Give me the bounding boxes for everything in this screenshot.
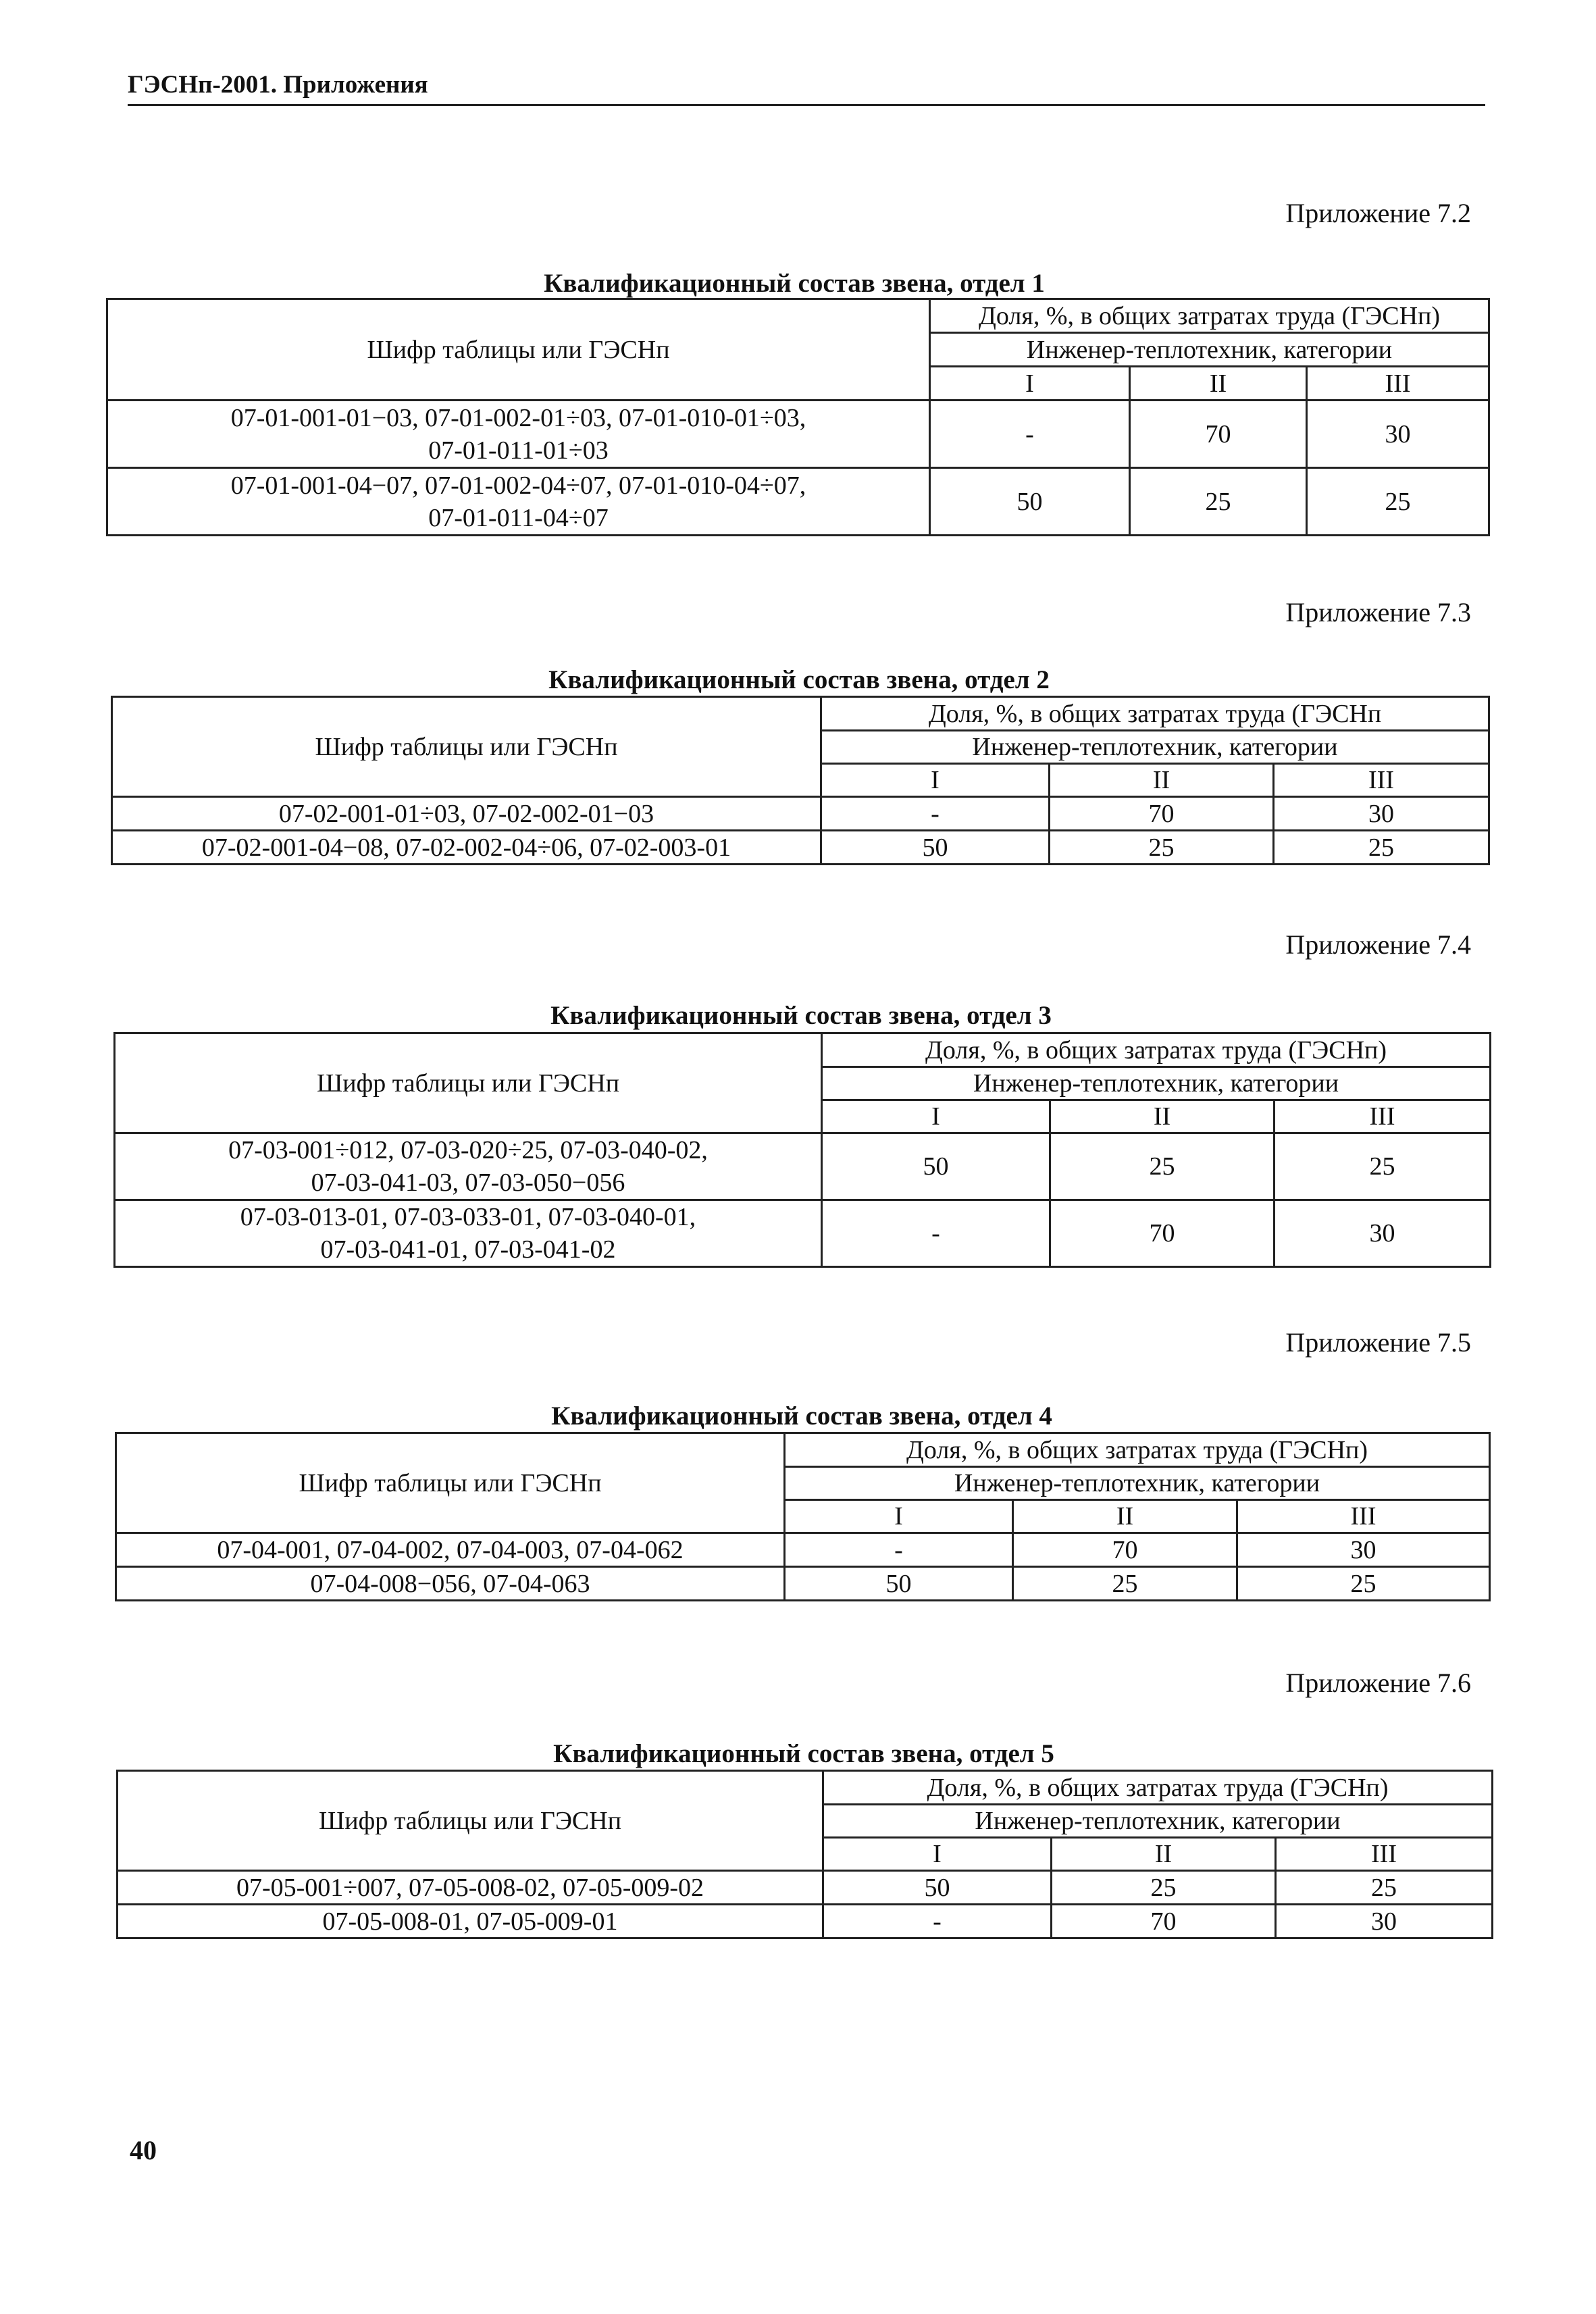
share-cat-iii: 30 xyxy=(1237,1533,1490,1567)
table-row xyxy=(115,1200,1491,1267)
code-cell: 07-05-008-01, 07-05-009-01 xyxy=(118,1905,823,1938)
share-cat-iii: 25 xyxy=(1307,468,1489,536)
table-row xyxy=(107,468,1489,536)
category-i-header: I xyxy=(823,1838,1052,1871)
table-title-section-1: Квалификационный состав звена, отдел 1 xyxy=(544,269,1045,298)
share-cat-iii: 25 xyxy=(1275,1133,1491,1200)
code-line-2: 07-01-011-04÷07 xyxy=(428,503,609,532)
table-row xyxy=(112,831,1489,865)
share-cat-iii: 25 xyxy=(1274,831,1489,865)
code-cell: 07-05-001÷007, 07-05-008-02, 07-05-009-02 xyxy=(118,1871,823,1905)
share-cat-i: - xyxy=(823,1905,1052,1938)
category-header: Инженер-теплотехник, категории xyxy=(821,731,1489,764)
share-header: Доля, %, в общих затратах труда (ГЭСНп) xyxy=(930,299,1489,333)
table-row xyxy=(118,1905,1493,1938)
code-cell xyxy=(107,468,930,536)
category-i-header: I xyxy=(821,764,1050,797)
share-cat-ii: 70 xyxy=(1052,1905,1276,1938)
share-cat-ii: 25 xyxy=(1050,1133,1275,1200)
share-cat-iii: 25 xyxy=(1237,1567,1490,1601)
share-cat-i: - xyxy=(821,797,1050,831)
code-line-1: 07-03-001÷012, 07-03-020÷25, 07-03-040-02, xyxy=(228,1136,708,1164)
code-header: Шифр таблицы или ГЭСНп xyxy=(112,697,821,797)
code-header: Шифр таблицы или ГЭСНп xyxy=(107,299,930,401)
code-cell: 07-02-001-04−08, 07-02-002-04÷06, 07-02-003-01 xyxy=(112,831,821,865)
category-iii-header: III xyxy=(1276,1838,1493,1871)
qualification-table-section-3 xyxy=(113,1032,1491,1268)
code-cell xyxy=(115,1133,822,1200)
table-title-section-4: Квалификационный состав звена, отдел 4 xyxy=(551,1402,1052,1431)
share-cat-ii: 70 xyxy=(1050,1200,1275,1267)
category-iii-header: III xyxy=(1274,764,1489,797)
category-header: Инженер-теплотехник, категории xyxy=(785,1467,1490,1500)
share-header: Доля, %, в общих затратах труда (ГЭСНп) xyxy=(785,1433,1490,1467)
category-iii-header: III xyxy=(1237,1500,1490,1533)
category-header: Инженер-теплотехник, категории xyxy=(823,1805,1493,1838)
table-title-section-2: Квалификационный состав звена, отдел 2 xyxy=(548,665,1050,694)
share-cat-ii: 25 xyxy=(1013,1567,1237,1601)
qualification-table-section-5 xyxy=(116,1770,1493,1939)
code-header: Шифр таблицы или ГЭСНп xyxy=(115,1033,822,1133)
share-header: Доля, %, в общих затратах труда (ГЭСНп xyxy=(821,697,1489,731)
category-i-header: I xyxy=(822,1100,1050,1133)
code-cell xyxy=(115,1200,822,1267)
code-line-2: 07-03-041-03, 07-03-050−056 xyxy=(311,1168,625,1197)
share-cat-ii: 70 xyxy=(1050,797,1274,831)
category-ii-header: II xyxy=(1050,764,1274,797)
page-number: 40 xyxy=(130,2135,157,2165)
share-header: Доля, %, в общих затратах труда (ГЭСНп) xyxy=(822,1033,1491,1067)
code-line-2: 07-01-011-01÷03 xyxy=(428,436,609,465)
appendix-label-7-5: Приложение 7.5 xyxy=(1285,1327,1471,1358)
table-title-section-5: Квалификационный состав звена, отдел 5 xyxy=(553,1739,1054,1768)
share-cat-iii: 30 xyxy=(1275,1200,1491,1267)
share-cat-iii: 30 xyxy=(1307,401,1489,468)
share-cat-i: - xyxy=(822,1200,1050,1267)
category-i-header: I xyxy=(785,1500,1013,1533)
share-cat-ii: 25 xyxy=(1052,1871,1276,1905)
category-iii-header: III xyxy=(1275,1100,1491,1133)
share-cat-ii: 70 xyxy=(1130,401,1307,468)
category-ii-header: II xyxy=(1052,1838,1276,1871)
code-line-1: 07-01-001-01−03, 07-01-002-01÷03, 07-01-010-01÷03, xyxy=(230,403,806,432)
code-line-1: 07-01-001-04−07, 07-01-002-04÷07, 07-01-010-04÷07, xyxy=(230,471,806,500)
code-line-1: 07-03-013-01, 07-03-033-01, 07-03-040-01, xyxy=(240,1203,696,1231)
share-header: Доля, %, в общих затратах труда (ГЭСНп) xyxy=(823,1771,1493,1805)
category-header: Инженер-теплотехник, категории xyxy=(822,1067,1491,1100)
table-row xyxy=(118,1871,1493,1905)
code-cell: 07-04-001, 07-04-002, 07-04-003, 07-04-062 xyxy=(116,1533,785,1567)
appendix-label-7-4: Приложение 7.4 xyxy=(1285,929,1471,960)
code-header: Шифр таблицы или ГЭСНп xyxy=(116,1433,785,1533)
share-cat-i: 50 xyxy=(785,1567,1013,1601)
category-ii-header: II xyxy=(1130,367,1307,401)
qualification-table-section-4 xyxy=(115,1432,1491,1601)
share-cat-iii: 25 xyxy=(1276,1871,1493,1905)
code-line-2: 07-03-041-01, 07-03-041-02 xyxy=(320,1235,616,1264)
share-cat-i: 50 xyxy=(930,468,1130,536)
table-row xyxy=(112,797,1489,831)
share-cat-ii: 25 xyxy=(1130,468,1307,536)
appendix-label-7-3: Приложение 7.3 xyxy=(1285,597,1471,627)
share-cat-i: 50 xyxy=(821,831,1050,865)
category-header: Инженер-теплотехник, категории xyxy=(930,333,1489,367)
table-row xyxy=(116,1567,1490,1601)
table-row xyxy=(107,401,1489,468)
share-cat-ii: 70 xyxy=(1013,1533,1237,1567)
code-cell: 07-02-001-01÷03, 07-02-002-01−03 xyxy=(112,797,821,831)
table-row xyxy=(116,1533,1490,1567)
category-iii-header: III xyxy=(1307,367,1489,401)
code-cell xyxy=(107,401,930,468)
qualification-table-section-2 xyxy=(111,696,1490,865)
qualification-table-section-1 xyxy=(106,298,1490,536)
code-cell: 07-04-008−056, 07-04-063 xyxy=(116,1567,785,1601)
category-i-header: I xyxy=(930,367,1130,401)
share-cat-i: - xyxy=(785,1533,1013,1567)
share-cat-ii: 25 xyxy=(1050,831,1274,865)
code-header: Шифр таблицы или ГЭСНп xyxy=(118,1771,823,1871)
share-cat-iii: 30 xyxy=(1274,797,1489,831)
share-cat-i: - xyxy=(930,401,1130,468)
share-cat-i: 50 xyxy=(823,1871,1052,1905)
table-title-section-3: Квалификационный состав звена, отдел 3 xyxy=(550,1001,1052,1030)
running-head: ГЭСНп-2001. Приложения xyxy=(128,70,1485,106)
appendix-label-7-2: Приложение 7.2 xyxy=(1285,198,1471,228)
share-cat-i: 50 xyxy=(822,1133,1050,1200)
table-row xyxy=(115,1133,1491,1200)
category-ii-header: II xyxy=(1013,1500,1237,1533)
category-ii-header: II xyxy=(1050,1100,1275,1133)
appendix-label-7-6: Приложение 7.6 xyxy=(1285,1668,1471,1698)
share-cat-iii: 30 xyxy=(1276,1905,1493,1938)
